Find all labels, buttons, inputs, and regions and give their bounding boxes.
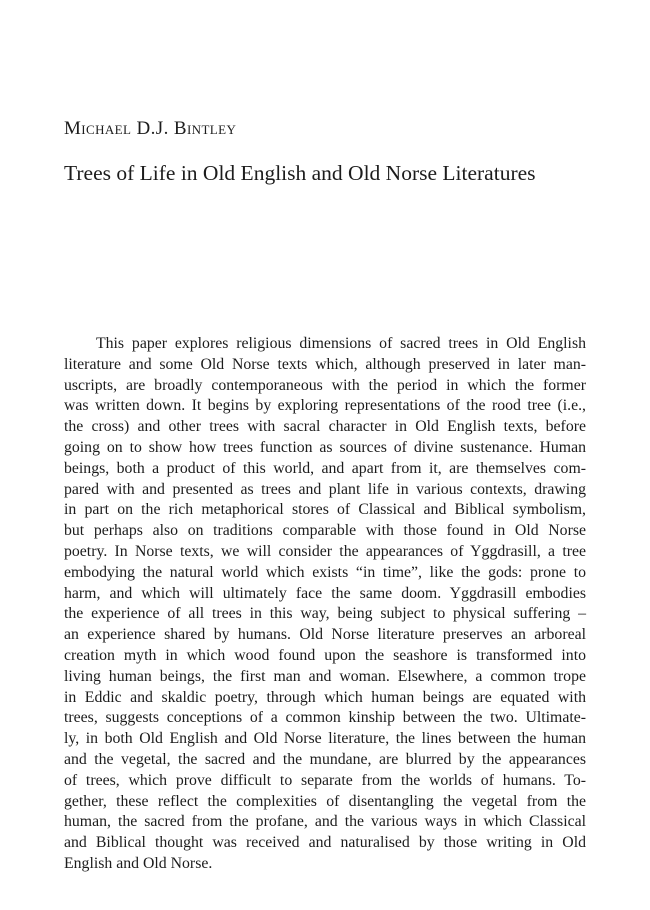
abstract-line: literature and some Old Norse texts which, although preserved in later man-	[64, 355, 586, 373]
abstract-line: in Eddic and skaldic poetry, through which human beings are equated with	[64, 688, 586, 706]
abstract-line: going on to show how trees function as sources of divine sustenance. Human	[64, 438, 586, 456]
abstract-line: the experience of all trees in this way, being subject to physical suffering –	[64, 605, 586, 623]
abstract-line: an experience shared by humans. Old Norse literature preserves an arboreal	[64, 626, 586, 644]
abstract-line: harm, and which will ultimately face the same doom. Yggdrasill embodies	[64, 584, 586, 602]
abstract-line: beings, both a product of this world, and apart from it, are themselves com-	[64, 459, 586, 477]
paper-title: Trees of Life in Old English and Old Norse Literatures	[64, 161, 536, 185]
abstract-line: was written down. It begins by exploring representations of the rood tree (i.e.,	[64, 397, 586, 415]
author-name: Michael D.J. Bintley	[64, 118, 237, 139]
abstract-line: creation myth in which wood found upon the seashore is transformed into	[64, 646, 586, 664]
abstract-line: but perhaps also on traditions comparable with those found in Old Norse	[64, 522, 586, 540]
abstract-line: embodying the natural world which exists “in time”, like the gods: prone to	[64, 563, 586, 581]
abstract-line: and Biblical thought was received and naturalised by those writing in Old	[64, 834, 586, 852]
abstract-line: ly, in both Old English and Old Norse literature, the lines between the human	[64, 730, 586, 748]
abstract-line: in part on the rich metaphorical stores of Classical and Biblical symbolism,	[64, 501, 586, 519]
abstract-line: the cross) and other trees with sacral character in Old English texts, before	[64, 418, 586, 436]
abstract-line: pared with and presented as trees and plant life in various contexts, drawing	[64, 480, 586, 498]
abstract-line: of trees, which prove difficult to separate from the worlds of humans. To-	[64, 771, 586, 789]
abstract	[64, 334, 586, 875]
abstract-line: poetry. In Norse texts, we will consider the appearances of Yggdrasill, a tree	[64, 542, 586, 560]
abstract-line: English and Old Norse.	[64, 854, 213, 872]
abstract-line: living human beings, the first man and woman. Elsewhere, a common trope	[64, 667, 586, 685]
abstract-line: trees, suggests conceptions of a common kinship between the two. Ultimate-	[64, 709, 586, 727]
abstract-line: This paper explores religious dimensions of sacred trees in Old English	[96, 335, 586, 352]
abstract-line: human, the sacred from the profane, and the various ways in which Classical	[64, 813, 586, 831]
abstract-line: uscripts, are broadly contemporaneous with the period in which the former	[64, 376, 586, 394]
abstract-line: gether, these reflect the complexities of disentangling the vegetal from the	[64, 792, 586, 810]
abstract-line: and the vegetal, the sacred and the mundane, are blurred by the appearances	[64, 750, 586, 768]
